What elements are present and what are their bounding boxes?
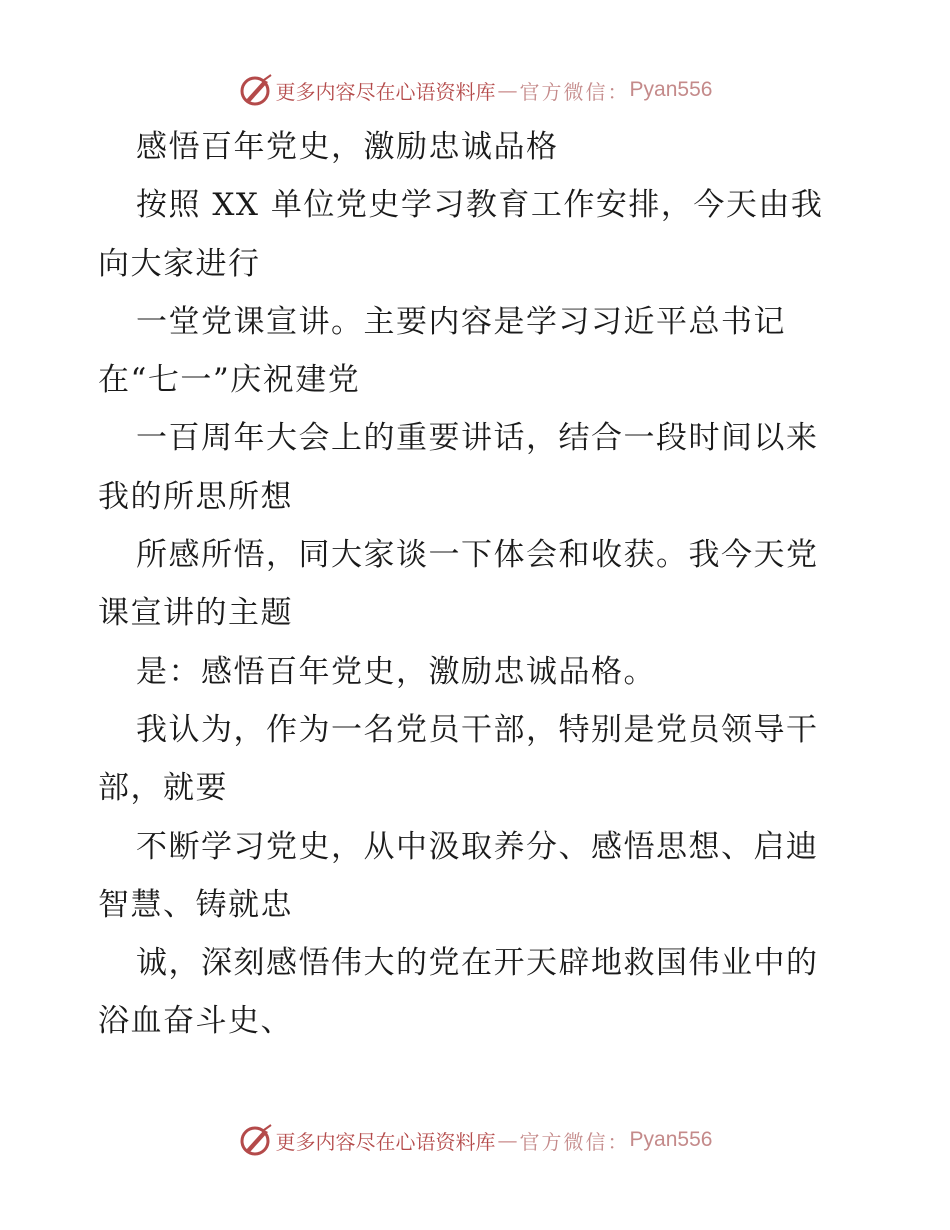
footer-banner [0,1120,950,1160]
paragraph-line: 课宣讲的主题 [98,595,293,632]
paragraph-line: 所感所悟，同大家谈一下体会和收获。我今天党 [136,537,819,574]
doc-title: 感悟百年党史，激励忠诚品格 [136,129,559,165]
paragraph-line: 诚，深刻感悟伟大的党在开天辟地救国伟业中的 [136,945,819,982]
header-banner [0,70,950,110]
footer-sub: 官方微信： [519,1129,630,1154]
paragraph-line: 是：感悟百年党史，激励忠诚品格。 [136,653,656,690]
quill-logo-icon [238,72,274,108]
footer-text: 更多内容尽在心语资料库 [275,1129,496,1154]
paragraph-line: 不断学习党史，从中汲取养分、感悟思想、启迪 [136,828,819,865]
document-body [98,118,858,1051]
footer-separator: — [497,1128,518,1152]
paragraph-line: 向大家进行 [98,245,261,282]
paragraph-line: 按照 XX 单位党史学习教育工作安排，今天由我 [136,187,824,224]
paragraph-line: 我认为，作为一名党员干部，特别是党员领导干 [136,711,819,748]
paragraph-line: 浴血奋斗史、 [98,1003,293,1040]
header-sub: 官方微信： [519,79,630,104]
paragraph-line: 一百周年大会上的重要讲话，结合一段时间以来 [136,420,819,457]
footer-id: Pyan556 [629,1128,713,1151]
header-separator: — [497,78,518,102]
paragraph-line: 部，就要 [98,770,228,807]
paragraph-line: 智慧、铸就忠 [98,886,293,923]
paragraph-line: 在“七一”庆祝建党 [98,362,361,399]
header-text: 更多内容尽在心语资料库 [275,79,496,104]
paragraph-line: 一堂党课宣讲。主要内容是学习习近平总书记 [136,303,786,340]
quill-logo-icon [238,1122,274,1158]
header-id: Pyan556 [629,78,713,101]
paragraph-line: 我的所思所想 [98,478,293,515]
